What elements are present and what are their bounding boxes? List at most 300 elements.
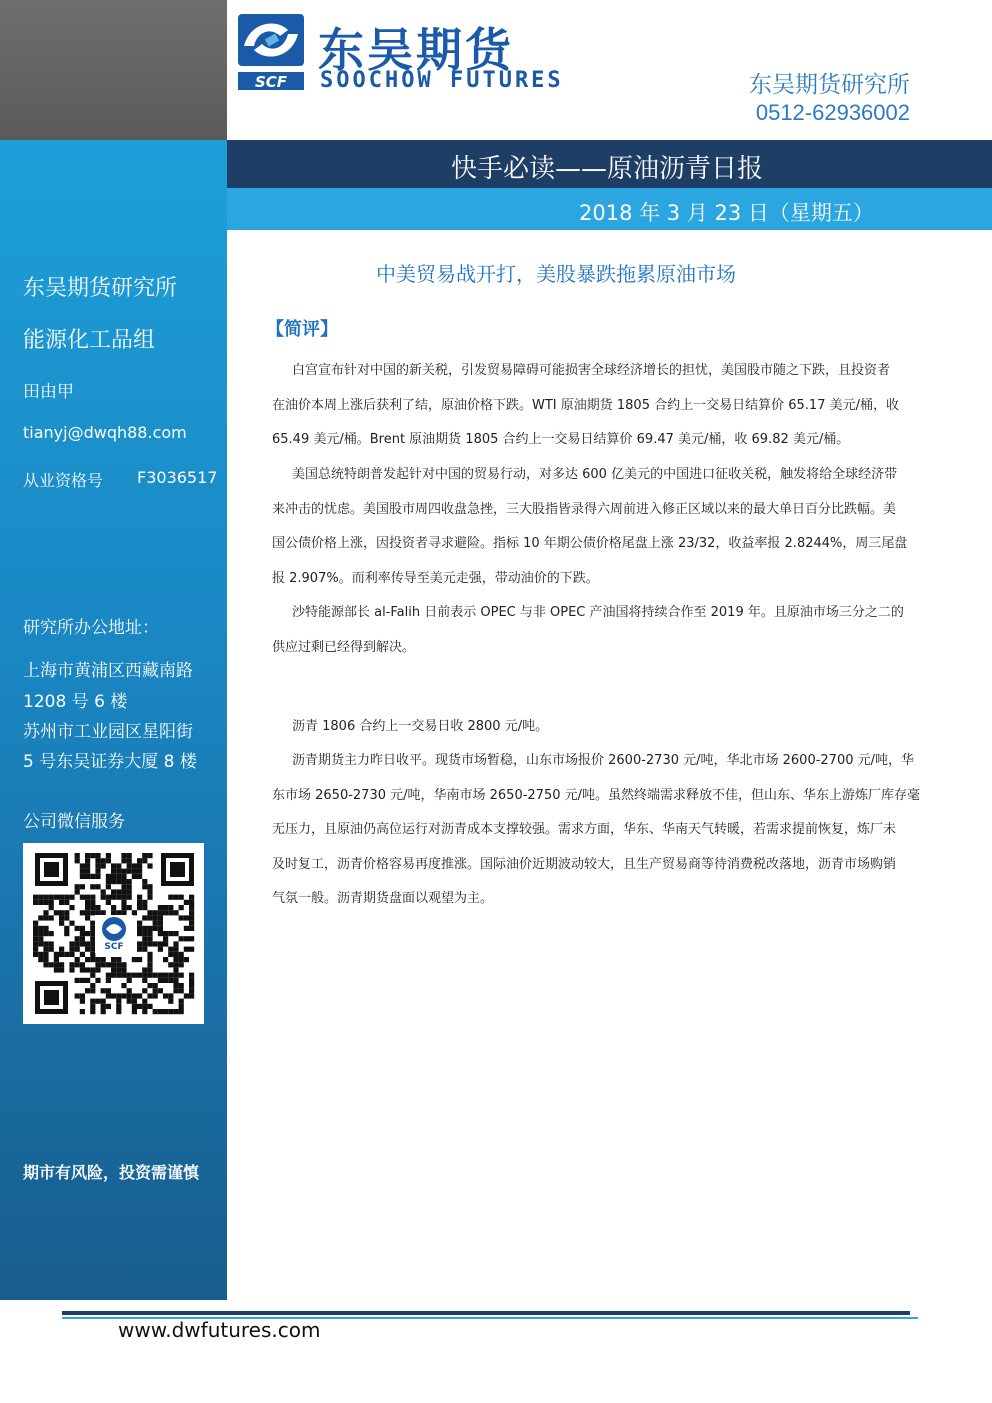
qr-module bbox=[184, 915, 189, 920]
qr-module bbox=[168, 973, 173, 978]
license-label: 从业资格号 bbox=[23, 471, 104, 490]
qr-module bbox=[158, 910, 163, 915]
qr-module bbox=[90, 921, 95, 926]
qr-module bbox=[173, 973, 178, 978]
sidebar-org: 东吴期货研究所 bbox=[23, 276, 178, 301]
qr-module bbox=[158, 915, 163, 920]
qr-module bbox=[121, 900, 126, 905]
qr-module bbox=[173, 957, 178, 962]
paragraph-line: 白宫宣布针对中国的新关税，引发贸易障碍可能损害全球经济增长的担忧，美国股市随之下跌，且投资者 bbox=[292, 363, 891, 378]
qr-module bbox=[147, 993, 152, 998]
qr-module bbox=[49, 900, 54, 905]
qr-module bbox=[85, 905, 90, 910]
qr-module bbox=[137, 957, 142, 962]
qr-module bbox=[85, 988, 90, 993]
report-title-bar bbox=[227, 140, 992, 188]
qr-module bbox=[111, 967, 116, 972]
qr-module bbox=[168, 895, 173, 900]
qr-module bbox=[116, 889, 121, 894]
paragraph-line: 65.49 美元/桶。Brent 原油期货 1805 合约上一交易日结算价 69.47 美元/桶，收 69.82 美元/桶。 bbox=[272, 432, 850, 447]
qr-module bbox=[179, 1004, 184, 1009]
qr-module bbox=[75, 858, 80, 863]
qr-module bbox=[158, 1009, 163, 1014]
qr-module bbox=[173, 952, 178, 957]
qr-module bbox=[101, 988, 106, 993]
qr-module bbox=[75, 889, 80, 894]
wechat-label: 公司微信服务 bbox=[23, 812, 125, 832]
qr-module bbox=[90, 910, 95, 915]
qr-module bbox=[116, 869, 121, 874]
qr-module bbox=[90, 884, 95, 889]
analyst-email[interactable]: tianyj@dwqh88.com bbox=[23, 423, 187, 442]
qr-module bbox=[127, 905, 132, 910]
qr-module bbox=[142, 973, 147, 978]
qr-module bbox=[184, 993, 189, 998]
qr-module bbox=[33, 931, 38, 936]
qr-module bbox=[90, 1009, 95, 1014]
qr-module bbox=[147, 952, 152, 957]
qr-module bbox=[101, 889, 106, 894]
paragraph-line: 来冲击的忧虑。美国股市周四收盘急挫，三大股指皆录得六周前进入修正区域以来的最大单日百分比跌幅。美 bbox=[272, 501, 897, 517]
qr-module bbox=[54, 962, 59, 967]
qr-module bbox=[54, 967, 59, 972]
qr-module bbox=[173, 931, 178, 936]
qr-module bbox=[163, 973, 168, 978]
paragraph-line: 国公债价格上涨，因投资者寻求避险。指标 10 年期公债价格尾盘上涨 23/32，收益率报 2.8244%，周三尾盘 bbox=[272, 536, 908, 551]
qr-module bbox=[59, 915, 64, 920]
analyst-name: 田由甲 bbox=[23, 382, 74, 402]
qr-module bbox=[137, 941, 142, 946]
address-line: 上海市黄浦区西藏南路 bbox=[23, 661, 193, 681]
qr-module bbox=[173, 1009, 178, 1014]
qr-module bbox=[38, 936, 43, 941]
qr-module bbox=[111, 869, 116, 874]
qr-module bbox=[111, 993, 116, 998]
qr-module bbox=[69, 905, 74, 910]
qr-module bbox=[147, 962, 152, 967]
paragraph-line: 在油价本周上涨后获利了结，原油价格下跌。WTI 原油期货 1805 合约上一交易日结算价 65.17 美元/桶，收 bbox=[272, 397, 899, 413]
qr-module bbox=[173, 962, 178, 967]
qr-module bbox=[43, 900, 48, 905]
qr-module bbox=[85, 869, 90, 874]
qr-module bbox=[142, 900, 147, 905]
qr-module bbox=[75, 941, 80, 946]
qr-module bbox=[106, 858, 111, 863]
qr-module bbox=[90, 941, 95, 946]
qr-module bbox=[137, 905, 142, 910]
qr-module bbox=[153, 973, 158, 978]
qr-module bbox=[80, 910, 85, 915]
qr-module bbox=[38, 941, 43, 946]
qr-module bbox=[132, 973, 137, 978]
qr-module bbox=[75, 993, 80, 998]
qr-module bbox=[179, 999, 184, 1004]
paragraph-asphalt-1 bbox=[272, 710, 912, 745]
qr-module bbox=[147, 884, 152, 889]
qr-module bbox=[49, 947, 54, 952]
qr-module bbox=[132, 874, 137, 879]
qr-module bbox=[75, 884, 80, 889]
sidebar-group: 能源化工品组 bbox=[23, 328, 156, 353]
qr-module bbox=[33, 941, 38, 946]
qr-module bbox=[101, 1004, 106, 1009]
qr-module bbox=[189, 978, 194, 983]
qr-module bbox=[189, 988, 194, 993]
qr-module bbox=[158, 931, 163, 936]
qr-module bbox=[179, 962, 184, 967]
paragraph-oil-2 bbox=[272, 458, 912, 596]
scf-logo-icon bbox=[236, 12, 308, 92]
logo-abbr-text: SCF bbox=[254, 73, 288, 91]
qr-module bbox=[179, 973, 184, 978]
logo-chinese-name: 东吴期货 bbox=[318, 23, 514, 77]
footer-divider bbox=[62, 1311, 910, 1315]
qr-module bbox=[142, 967, 147, 972]
qr-module bbox=[132, 999, 137, 1004]
qr-module bbox=[142, 988, 147, 993]
qr-module bbox=[132, 869, 137, 874]
qr-module bbox=[163, 936, 168, 941]
qr-module bbox=[80, 869, 85, 874]
paragraph-line: 沥青 1806 合约上一交易日收 2800 元/吨。 bbox=[292, 719, 549, 734]
qr-module bbox=[147, 936, 152, 941]
qr-module bbox=[106, 853, 111, 858]
qr-module bbox=[95, 910, 100, 915]
qr-code-icon bbox=[23, 843, 204, 1024]
qr-module bbox=[132, 1009, 137, 1014]
qr-module bbox=[90, 1004, 95, 1009]
qr-module bbox=[85, 863, 90, 868]
qr-module bbox=[101, 999, 106, 1004]
qr-module bbox=[127, 884, 132, 889]
qr-module bbox=[111, 962, 116, 967]
qr-module bbox=[127, 879, 132, 884]
qr-module bbox=[163, 941, 168, 946]
qr-module bbox=[147, 926, 152, 931]
qr-module bbox=[163, 957, 168, 962]
qr-module bbox=[95, 863, 100, 868]
qr-module bbox=[75, 978, 80, 983]
qr-module bbox=[80, 874, 85, 879]
qr-module bbox=[158, 926, 163, 931]
qr-module bbox=[168, 1009, 173, 1014]
qr-module bbox=[43, 926, 48, 931]
qr-module bbox=[121, 895, 126, 900]
address-line: 5 号东吴证券大厦 8 楼 bbox=[23, 752, 197, 772]
qr-module bbox=[90, 874, 95, 879]
qr-module bbox=[121, 993, 126, 998]
qr-module bbox=[121, 967, 126, 972]
qr-module bbox=[168, 931, 173, 936]
paragraph-line: 沥青期货主力昨日收平。现货市场暂稳，山东市场报价 2600-2730 元/吨，华北市场 2600-2700 元/吨，华 bbox=[292, 753, 915, 768]
qr-module bbox=[163, 993, 168, 998]
qr-module bbox=[80, 967, 85, 972]
qr-module bbox=[85, 895, 90, 900]
qr-module bbox=[132, 863, 137, 868]
qr-module bbox=[142, 1009, 147, 1014]
paragraph-asphalt-2 bbox=[272, 744, 921, 917]
qr-module bbox=[111, 910, 116, 915]
qr-module bbox=[158, 941, 163, 946]
qr-module bbox=[111, 957, 116, 962]
qr-module bbox=[127, 895, 132, 900]
qr-module bbox=[64, 915, 69, 920]
qr-module bbox=[69, 895, 74, 900]
qr-module bbox=[121, 983, 126, 988]
risk-notice: 期市有风险，投资需谨慎 bbox=[23, 1163, 200, 1182]
address-line: 1208 号 6 楼 bbox=[23, 692, 128, 712]
qr-module bbox=[142, 1004, 147, 1009]
qr-module bbox=[43, 910, 48, 915]
paragraph-line: 及时复工，沥青价格容易再度推涨。国际油价近期波动较大，且生产贸易商等待消费税改落地，沥青市场购销 bbox=[272, 856, 897, 872]
qr-module bbox=[49, 941, 54, 946]
qr-module bbox=[121, 973, 126, 978]
section-label: 【简评】 bbox=[266, 319, 338, 340]
qr-module bbox=[121, 889, 126, 894]
qr-module bbox=[179, 895, 184, 900]
qr-module bbox=[95, 962, 100, 967]
qr-module bbox=[132, 993, 137, 998]
qr-module bbox=[59, 921, 64, 926]
company-logo[interactable] bbox=[236, 12, 566, 97]
qr-module bbox=[158, 978, 163, 983]
qr-module bbox=[153, 941, 158, 946]
qr-module bbox=[127, 863, 132, 868]
qr-module bbox=[38, 926, 43, 931]
qr-module bbox=[142, 947, 147, 952]
qr-module bbox=[173, 988, 178, 993]
qr-module bbox=[179, 988, 184, 993]
qr-module bbox=[121, 905, 126, 910]
qr-module bbox=[64, 952, 69, 957]
qr-module bbox=[168, 952, 173, 957]
qr-module bbox=[95, 999, 100, 1004]
qr-module bbox=[116, 993, 121, 998]
qr-module bbox=[85, 941, 90, 946]
qr-module bbox=[95, 957, 100, 962]
qr-module bbox=[142, 931, 147, 936]
qr-module bbox=[189, 895, 194, 900]
qr-module bbox=[147, 941, 152, 946]
qr-module bbox=[137, 973, 142, 978]
qr-module bbox=[173, 978, 178, 983]
qr-module bbox=[69, 947, 74, 952]
qr-module bbox=[127, 993, 132, 998]
qr-module bbox=[64, 910, 69, 915]
qr-module bbox=[90, 957, 95, 962]
qr-module bbox=[85, 978, 90, 983]
qr-module bbox=[163, 910, 168, 915]
institute-name: 东吴期货研究所 bbox=[749, 72, 910, 98]
qr-module bbox=[111, 879, 116, 884]
qr-module bbox=[69, 941, 74, 946]
qr-module bbox=[80, 962, 85, 967]
qr-module bbox=[90, 905, 95, 910]
qr-module bbox=[75, 957, 80, 962]
qr-module bbox=[168, 947, 173, 952]
qr-module bbox=[38, 915, 43, 920]
qr-module bbox=[189, 921, 194, 926]
qr-module bbox=[64, 926, 69, 931]
qr-module bbox=[137, 869, 142, 874]
qr-module bbox=[173, 983, 178, 988]
qr-module bbox=[75, 936, 80, 941]
qr-module bbox=[179, 952, 184, 957]
qr-module bbox=[33, 921, 38, 926]
qr-module bbox=[163, 905, 168, 910]
qr-module bbox=[59, 900, 64, 905]
logo-english-name: SOOCHOW FUTURES bbox=[320, 68, 564, 93]
qr-module bbox=[189, 973, 194, 978]
report-title: 快手必读——原油沥青日报 bbox=[451, 154, 764, 184]
qr-module bbox=[49, 895, 54, 900]
qr-module bbox=[147, 983, 152, 988]
qr-module bbox=[189, 936, 194, 941]
qr-module bbox=[142, 941, 147, 946]
qr-module bbox=[80, 931, 85, 936]
qr-module bbox=[106, 973, 111, 978]
qr-module bbox=[75, 962, 80, 967]
qr-module bbox=[137, 1004, 142, 1009]
qr-module bbox=[43, 957, 48, 962]
qr-module bbox=[184, 900, 189, 905]
qr-module bbox=[116, 874, 121, 879]
qr-module bbox=[116, 973, 121, 978]
qr-module bbox=[168, 978, 173, 983]
qr-module bbox=[179, 936, 184, 941]
qr-module bbox=[75, 926, 80, 931]
qr-module bbox=[90, 988, 95, 993]
footer-website-link[interactable]: www.dwfutures.com bbox=[118, 1318, 321, 1342]
qr-module bbox=[184, 947, 189, 952]
qr-module bbox=[137, 993, 142, 998]
qr-module bbox=[69, 967, 74, 972]
header-gray-block bbox=[0, 0, 227, 140]
qr-module bbox=[90, 967, 95, 972]
qr-module bbox=[80, 926, 85, 931]
qr-module bbox=[153, 921, 158, 926]
qr-module bbox=[168, 999, 173, 1004]
qr-module bbox=[95, 967, 100, 972]
paragraph-line: 气氛一般。沥青期货盘面以观望为主。 bbox=[272, 891, 494, 906]
qr-module bbox=[142, 879, 147, 884]
qr-module bbox=[173, 941, 178, 946]
qr-module bbox=[90, 973, 95, 978]
qr-module bbox=[137, 858, 142, 863]
qr-module bbox=[116, 1004, 121, 1009]
qr-module bbox=[85, 900, 90, 905]
paragraph-line: 供应过剩已经得到解决。 bbox=[272, 639, 416, 655]
qr-module bbox=[132, 1004, 137, 1009]
qr-module bbox=[101, 910, 106, 915]
qr-module bbox=[33, 900, 38, 905]
qr-module bbox=[38, 931, 43, 936]
qr-module bbox=[101, 1009, 106, 1014]
qr-module bbox=[153, 910, 158, 915]
qr-module bbox=[127, 973, 132, 978]
qr-module bbox=[54, 910, 59, 915]
qr-module bbox=[90, 931, 95, 936]
qr-module bbox=[147, 1004, 152, 1009]
qr-module bbox=[75, 947, 80, 952]
qr-module bbox=[85, 967, 90, 972]
qr-module bbox=[64, 900, 69, 905]
qr-logo-abbr: SCF bbox=[104, 942, 124, 952]
wechat-qr-code bbox=[23, 843, 204, 1024]
qr-module bbox=[54, 952, 59, 957]
qr-module bbox=[147, 915, 152, 920]
qr-module bbox=[80, 863, 85, 868]
qr-module bbox=[116, 962, 121, 967]
qr-module bbox=[147, 973, 152, 978]
qr-module bbox=[153, 926, 158, 931]
qr-module bbox=[106, 993, 111, 998]
qr-module bbox=[90, 926, 95, 931]
qr-module bbox=[142, 884, 147, 889]
qr-module bbox=[33, 895, 38, 900]
qr-module bbox=[163, 931, 168, 936]
qr-module bbox=[179, 957, 184, 962]
qr-module bbox=[153, 915, 158, 920]
qr-module bbox=[75, 853, 80, 858]
qr-module bbox=[95, 858, 100, 863]
qr-module bbox=[179, 915, 184, 920]
qr-module bbox=[189, 947, 194, 952]
qr-module bbox=[111, 905, 116, 910]
qr-module bbox=[95, 874, 100, 879]
qr-module bbox=[43, 941, 48, 946]
report-date-bar bbox=[227, 188, 992, 230]
qr-module bbox=[142, 926, 147, 931]
qr-module bbox=[85, 915, 90, 920]
qr-module bbox=[49, 962, 54, 967]
qr-module bbox=[179, 983, 184, 988]
qr-module bbox=[80, 999, 85, 1004]
qr-module bbox=[49, 931, 54, 936]
qr-module bbox=[95, 853, 100, 858]
qr-module bbox=[49, 915, 54, 920]
qr-module bbox=[38, 895, 43, 900]
qr-module bbox=[43, 952, 48, 957]
license-number: F3036517 bbox=[137, 468, 218, 487]
qr-module bbox=[137, 921, 142, 926]
qr-module bbox=[59, 910, 64, 915]
paragraph-line: 报 2.907%。而利率传导至美元走强，带动油价的下跌。 bbox=[272, 570, 599, 586]
paragraph-line: 沙特能源部长 al-Falih 日前表示 OPEC 与非 OPEC 产油国将持续合作至 2019 年。且原油市场三分之二的 bbox=[292, 605, 904, 620]
qr-module bbox=[101, 858, 106, 863]
qr-module bbox=[38, 900, 43, 905]
qr-module bbox=[106, 884, 111, 889]
qr-module bbox=[137, 926, 142, 931]
qr-module bbox=[137, 931, 142, 936]
qr-module bbox=[33, 947, 38, 952]
qr-module bbox=[116, 1009, 121, 1014]
qr-module bbox=[43, 895, 48, 900]
qr-module bbox=[90, 900, 95, 905]
qr-module bbox=[33, 926, 38, 931]
paragraph-line: 东市场 2650-2730 元/吨，华南市场 2650-2750 元/吨。虽然终端需求释放不佳，但山东、华东上游炼厂库存毫 bbox=[272, 787, 921, 803]
qr-module bbox=[59, 967, 64, 972]
report-headline: 中美贸易战开打，美股暴跌拖累原油市场 bbox=[376, 262, 736, 286]
qr-module bbox=[137, 947, 142, 952]
qr-module bbox=[158, 988, 163, 993]
qr-module bbox=[116, 999, 121, 1004]
qr-module bbox=[116, 863, 121, 868]
qr-module bbox=[168, 905, 173, 910]
qr-module bbox=[90, 999, 95, 1004]
paragraph-line: 无压力，且原油仍高位运行对沥青成本支撑较强。需求方面，华东、华南天气转暖，若需求提前恢复，炼厂未 bbox=[272, 822, 897, 837]
qr-module bbox=[153, 993, 158, 998]
